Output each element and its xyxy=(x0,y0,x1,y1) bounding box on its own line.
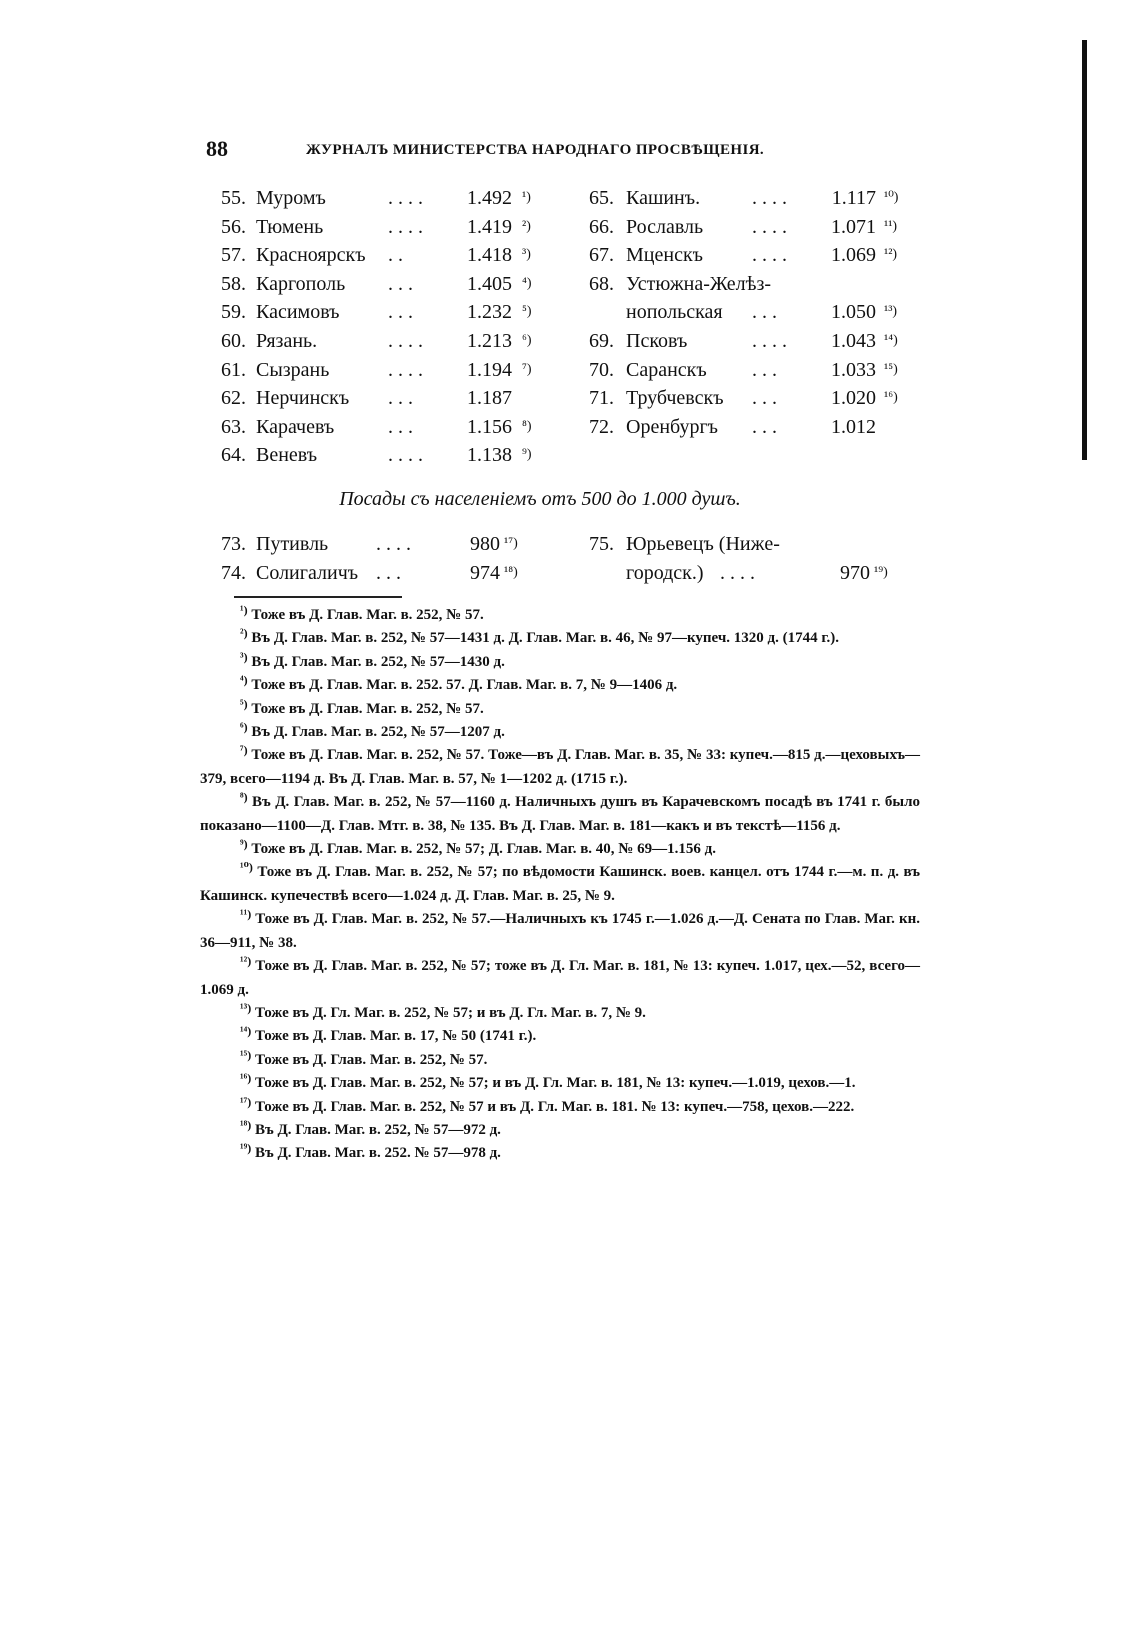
place-name: Муромъ xyxy=(256,187,326,209)
footnote-ref: ⁴) xyxy=(522,275,532,291)
row-number: 61. xyxy=(221,358,246,381)
population-value: 1.418 xyxy=(467,244,512,267)
table-row xyxy=(206,441,546,470)
population-value: 1.138 xyxy=(467,444,512,467)
place-name: Оренбургъ xyxy=(626,415,718,438)
table-row xyxy=(580,384,920,413)
footnote-mark: ¹⁹) xyxy=(240,1141,252,1156)
footnote-ref: ¹⁰) xyxy=(884,190,899,205)
table-row xyxy=(580,356,920,385)
table-row xyxy=(580,327,920,356)
population-value: 980 xyxy=(470,533,500,555)
table-row xyxy=(580,241,920,270)
footnote-mark: ⁵) xyxy=(240,696,248,711)
footnote-text: Тоже въ Д. Глав. Маг. в. 252, № 57. xyxy=(254,1051,488,1068)
place-name: городск.) xyxy=(626,561,704,584)
footnote-mark: ⁹) xyxy=(240,837,248,852)
table-row xyxy=(580,184,920,213)
footnote-ref: ⁵) xyxy=(522,304,532,320)
row-number: 58. xyxy=(221,272,246,295)
leader-dots: . . . . xyxy=(388,329,423,352)
row-number: 60. xyxy=(221,329,246,352)
footnote xyxy=(200,1119,920,1142)
footnote-text: Тоже въ Д. Глав. Маг. в. 252, № 57; тоже въ Д. Гл. Маг. в. 181, № 13: купеч. 1.017, цех.—52, всего—1.069 д. xyxy=(200,958,921,998)
table-row xyxy=(206,413,546,442)
leader-dots: . . . . xyxy=(376,533,411,555)
leader-dots: . . xyxy=(388,244,403,267)
footnote-ref: ³) xyxy=(522,247,531,263)
table-row xyxy=(206,384,546,413)
table-row xyxy=(580,270,920,299)
population-value: 1.492 xyxy=(467,187,512,209)
population-value: 1.232 xyxy=(467,301,512,324)
row-number: 63. xyxy=(221,415,246,438)
footnote-mark: ¹³) xyxy=(240,1000,252,1015)
table-row xyxy=(206,184,546,213)
footnote xyxy=(200,1049,920,1072)
place-name: Мценскъ xyxy=(626,244,704,267)
footnote-rule xyxy=(234,596,402,598)
footnote-ref: ¹¹) xyxy=(884,218,898,234)
population-value: 1.050 xyxy=(831,301,876,324)
place-name: Нерчинскъ xyxy=(256,387,350,410)
table-row xyxy=(206,241,546,270)
row-number: 67. xyxy=(589,244,614,267)
row-number: 73. xyxy=(221,533,246,555)
footnote xyxy=(200,1025,920,1048)
footnote-ref: ⁶) xyxy=(522,332,532,348)
footnote xyxy=(200,1096,920,1119)
footnote xyxy=(200,651,920,674)
footnote-text: Тоже въ Д. Глав. Маг. в. 252, № 57; Д. Глав. Маг. в. 40, № 69—1.156 д. xyxy=(251,841,716,858)
leader-dots: . . . . xyxy=(388,215,423,238)
place-name: нопольская xyxy=(626,301,723,324)
footnote xyxy=(200,721,920,744)
footnote-text: Въ Д. Глав. Маг. в. 252. № 57—978 д. xyxy=(254,1145,501,1162)
leader-dots: . . . . xyxy=(388,187,423,209)
row-number: 68. xyxy=(589,272,614,295)
footnote-mark: ³) xyxy=(240,649,248,664)
footnote-text: Тоже въ Д. Глав. Маг. в. 252, № 57; по вѣдомости Кашинск. воев. канцел. отъ 1744 г.—м. п. д. въ Кашинск. купечествѣ всего—1.024 д. Д. Глав. Маг. в. 25, № 9. xyxy=(200,864,920,904)
footnote-text: Тоже въ Д. Глав. Маг. в. 252, № 57.—Наличныхъ къ 1745 г.—1.026 д.—Д. Сената по Глав. Маг. кн. 36—911, № 38. xyxy=(200,911,921,951)
page-header xyxy=(206,136,846,170)
row-number: 57. xyxy=(221,244,246,267)
row-number: 64. xyxy=(221,444,246,467)
footnote-mark: ¹⁷) xyxy=(240,1094,252,1109)
population-value: 1.419 xyxy=(467,215,512,238)
table-row xyxy=(580,298,920,327)
footnote-ref: ¹) xyxy=(522,190,531,205)
place-name: Трубчевскъ xyxy=(626,387,724,410)
place-name: Карачевъ xyxy=(256,415,335,438)
footnote-text: Въ Д. Глав. Маг. в. 252, № 57—1207 д. xyxy=(251,724,505,741)
footnote-text: Въ Д. Глав. Маг. в. 252, № 57—972 д. xyxy=(254,1121,501,1138)
footnote-ref: ¹²) xyxy=(884,247,898,263)
footnote-text: Въ Д. Глав. Маг. в. 252, № 57—1160 д. Наличныхъ душъ въ Карачевскомъ посадѣ въ 1741 г. было показано—1100—Д. Глав. Мтг. в. 38, № 135. Въ Д. Глав. Маг. в. 181—какъ и въ текстѣ—1156 д. xyxy=(200,794,921,834)
footnote-text: Тоже въ Д. Глав. Маг. в. 252. 57. Д. Глав. Маг. в. 7, № 9—1406 д. xyxy=(251,677,678,694)
footnote-mark: ⁸) xyxy=(240,790,248,805)
leader-dots: . . . xyxy=(752,415,777,438)
leader-dots: . . . xyxy=(752,387,777,410)
footnote-ref: ⁷) xyxy=(522,361,532,377)
footnote-mark: ¹⁰) xyxy=(240,860,253,875)
row-number: 74. xyxy=(221,561,246,584)
footnote xyxy=(200,604,920,627)
place-name: Тюмень xyxy=(256,215,324,238)
footnote-text: Тоже въ Д. Глав. Маг. в. 252, № 57. Тоже—въ Д. Глав. Маг. в. 35, № 33: купеч.—815 д.—цеховыхъ—379, всего—1194 д. Въ Д. Глав. Маг. в. 57, № 1—1202 д. (1715 г.). xyxy=(200,747,921,787)
footnote-mark: ¹⁶) xyxy=(240,1071,252,1086)
population-value: 1.069 xyxy=(831,244,876,267)
table-row xyxy=(206,298,546,327)
footnote-text: Тоже въ Д. Глав. Маг. в. 252, № 57 и въ Д. Гл. Маг. в. 181. № 13: купеч.—758, цехов.—222. xyxy=(254,1098,855,1115)
row-number: 59. xyxy=(221,301,246,324)
table-row xyxy=(580,530,920,559)
population-table-left xyxy=(206,184,546,470)
footnote-mark: ¹¹) xyxy=(240,907,252,922)
population-value: 1.020 xyxy=(831,387,876,410)
population-value: 1.213 xyxy=(467,329,512,352)
footnote-text: Тоже въ Д. Глав. Маг. в. 252, № 57. xyxy=(251,700,484,717)
leader-dots: . . . xyxy=(388,272,413,295)
footnote-ref: ¹⁷) xyxy=(504,536,518,551)
footnote xyxy=(200,744,920,791)
leader-dots: . . . . xyxy=(752,329,787,352)
table-row xyxy=(580,559,920,588)
footnote xyxy=(200,791,920,838)
footnote-text: Тоже въ Д. Глав. Маг. в. 17, № 50 (1741 г.). xyxy=(254,1028,537,1045)
place-name: Рославль xyxy=(626,215,704,238)
population-value: 1.071 xyxy=(831,215,876,238)
leader-dots: . . . xyxy=(388,415,413,438)
footnote-mark: ⁷) xyxy=(240,743,248,758)
footnote-ref: ¹⁹) xyxy=(874,564,888,580)
leader-dots: . . . . xyxy=(752,244,787,267)
footnote-text: Въ Д. Глав. Маг. в. 252, № 57—1431 д. Д. Глав. Маг. в. 46, № 97—купеч. 1320 д. (1744 г.). xyxy=(251,630,839,647)
section-title: Посады съ населеніемъ отъ 500 до 1.000 душъ. xyxy=(339,488,741,510)
row-number: 72. xyxy=(589,415,614,438)
population-value: 1.012 xyxy=(831,415,876,438)
footnote xyxy=(200,838,920,861)
running-title: ЖУРНАЛЪ МИНИСТЕРСТВА НАРОДНАГО ПРОСВѢЩЕНІЯ. xyxy=(306,142,765,158)
row-number: 70. xyxy=(589,358,614,381)
footnote xyxy=(200,908,920,955)
leader-dots: . . . xyxy=(388,301,413,324)
place-name: Устюжна-Желѣз- xyxy=(626,272,772,295)
place-name: Кашинъ. xyxy=(626,187,701,209)
footnote xyxy=(200,1072,920,1095)
population-value: 974 xyxy=(470,561,500,584)
leader-dots: . . . xyxy=(388,387,413,410)
posad-table-right xyxy=(580,530,920,587)
footnote xyxy=(200,674,920,697)
table-row xyxy=(206,559,546,588)
place-name: Юрьевецъ (Нижe- xyxy=(626,533,780,555)
footnote-text: Въ Д. Глав. Маг. в. 252, № 57—1430 д. xyxy=(251,653,505,670)
place-name: Касимовъ xyxy=(256,301,340,324)
page-edge-rule xyxy=(1082,40,1087,460)
population-value: 970 xyxy=(840,561,870,584)
footnote-mark: ¹) xyxy=(240,603,248,617)
place-name: Сызрань xyxy=(256,358,330,381)
footnote-mark: ¹⁵) xyxy=(240,1047,252,1062)
table-row xyxy=(206,327,546,356)
footnote-ref: ¹⁵) xyxy=(884,361,898,377)
population-value: 1.405 xyxy=(467,272,512,295)
footnote xyxy=(200,1142,920,1165)
place-name: Солигаличъ xyxy=(256,561,359,584)
place-name: Путивль xyxy=(256,533,329,555)
population-value: 1.043 xyxy=(831,329,876,352)
footnote-text: Тоже въ Д. Глав. Маг. в. 252, № 57; и въ Д. Гл. Маг. в. 181, № 13: купеч.—1.019, цехов.—1. xyxy=(254,1075,856,1092)
footnotes xyxy=(200,604,920,1166)
footnote-ref: ¹⁴) xyxy=(884,332,898,348)
footnote-mark: ²) xyxy=(240,626,248,641)
footnote xyxy=(200,698,920,721)
footnote xyxy=(200,627,920,650)
footnote xyxy=(200,955,920,1002)
footnote-mark: ¹⁴) xyxy=(240,1024,252,1039)
footnote-mark: ⁶) xyxy=(240,720,248,735)
footnote xyxy=(200,1002,920,1025)
leader-dots: . . . . xyxy=(752,187,787,209)
place-name: Псковъ xyxy=(626,329,688,352)
footnote-mark: ¹²) xyxy=(240,954,252,969)
footnote-ref: ¹⁸) xyxy=(504,564,518,580)
row-number: 66. xyxy=(589,215,614,238)
population-table-right xyxy=(580,184,920,441)
row-number: 62. xyxy=(221,387,246,410)
population-value: 1.033 xyxy=(831,358,876,381)
row-number: 65. xyxy=(589,187,614,209)
footnote-ref: ¹⁶) xyxy=(884,390,898,406)
leader-dots: . . . . xyxy=(388,444,423,467)
footnote xyxy=(200,861,920,908)
footnote-ref: ²) xyxy=(522,218,531,234)
row-number: 71. xyxy=(589,387,614,410)
footnote-ref: ⁸) xyxy=(522,418,532,434)
leader-dots: . . . xyxy=(376,561,401,584)
population-value: 1.117 xyxy=(831,187,876,209)
table-row xyxy=(580,413,920,442)
table-row xyxy=(206,356,546,385)
leader-dots: . . . xyxy=(752,301,777,324)
population-value: 1.194 xyxy=(467,358,512,381)
footnote-text: Тоже въ Д. Гл. Маг. в. 252, № 57; и въ Д. Гл. Маг. в. 7, № 9. xyxy=(254,1004,646,1021)
leader-dots: . . . xyxy=(752,358,777,381)
population-value: 1.187 xyxy=(467,387,512,410)
footnote-ref: ⁹) xyxy=(522,447,532,463)
place-name: Красноярскъ xyxy=(256,244,366,267)
table-row xyxy=(580,213,920,242)
table-row xyxy=(206,213,546,242)
footnote-text: Тоже въ Д. Глав. Маг. в. 252, № 57. xyxy=(251,607,484,623)
row-number: 69. xyxy=(589,329,614,352)
place-name: Каргополь xyxy=(256,272,346,295)
table-row xyxy=(206,270,546,299)
footnote-mark: ¹⁸) xyxy=(240,1117,252,1132)
posad-table-left xyxy=(206,530,546,587)
page-number: 88 xyxy=(206,136,228,161)
row-number: 56. xyxy=(221,215,246,238)
table-row xyxy=(206,530,546,559)
leader-dots: . . . . xyxy=(720,561,755,584)
row-number: 55. xyxy=(221,187,246,209)
leader-dots: . . . . xyxy=(388,358,423,381)
row-number: 75. xyxy=(589,533,614,555)
footnote-mark: ⁴) xyxy=(240,673,248,688)
leader-dots: . . . . xyxy=(752,215,787,238)
footnote-ref: ¹³) xyxy=(884,304,898,320)
place-name: Рязань. xyxy=(256,329,318,352)
place-name: Саранскъ xyxy=(626,358,707,381)
place-name: Веневъ xyxy=(256,444,318,467)
population-value: 1.156 xyxy=(467,415,512,438)
